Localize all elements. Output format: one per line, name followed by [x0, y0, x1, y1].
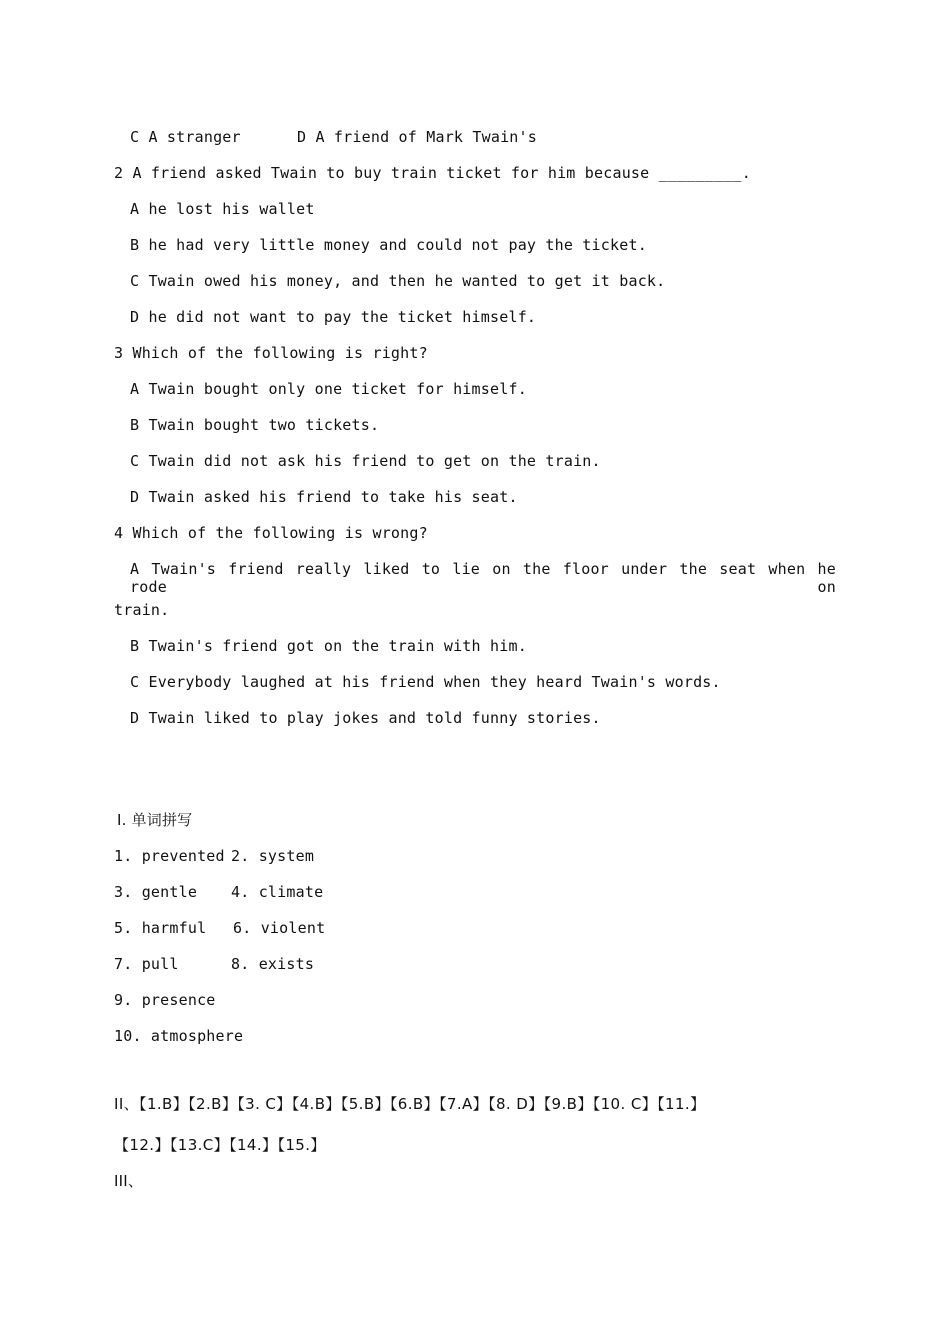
- q2-option-d: D he did not want to pay the ticket himself.: [130, 308, 537, 326]
- q4-option-c: C Everybody laughed at his friend when they heard Twain's words.: [130, 673, 721, 691]
- word-answer-right: 2. system: [231, 847, 315, 865]
- q2-option-a: A he lost his wallet: [130, 200, 315, 218]
- section2-answers-line2: 【12.】【13.C】【14.】【15.】: [114, 1136, 326, 1154]
- q4-stem: 4 Which of the following is wrong?: [114, 524, 428, 542]
- q2-option-c: C Twain owed his money, and then he wanted to get it back.: [130, 272, 666, 290]
- word-answer-left: 9. presence: [114, 991, 216, 1009]
- word-answer-right: 6. violent: [233, 919, 326, 937]
- q3-option-d: D Twain asked his friend to take his seat.: [130, 488, 518, 506]
- q2-option-b: B he had very little money and could not pay the ticket.: [130, 236, 647, 254]
- q3-option-c: C Twain did not ask his friend to get on the train.: [130, 452, 601, 470]
- q4-option-d: D Twain liked to play jokes and told funny stories.: [130, 709, 601, 727]
- word-answer-right: 8. exists: [231, 955, 315, 973]
- q4-option-a-line2: train.: [114, 601, 170, 619]
- word-answer-left: 10. atmosphere: [114, 1027, 244, 1045]
- q4-option-a-line1: A Twain's friend really liked to lie on the floor under the seat when he rode on: [130, 560, 836, 596]
- word-answer-left: 7. pull: [114, 955, 179, 973]
- q4-option-b: B Twain's friend got on the train with him.: [130, 637, 527, 655]
- q1-option-c: C A stranger: [130, 128, 241, 146]
- word-answer-right: 4. climate: [231, 883, 324, 901]
- q3-option-a: A Twain bought only one ticket for himself.: [130, 380, 527, 398]
- section1-title: Ⅰ. 单词拼写: [117, 811, 193, 829]
- word-answer-left: 1. prevented: [114, 847, 225, 865]
- q3-stem: 3 Which of the following is right?: [114, 344, 428, 362]
- q1-option-d: D A friend of Mark Twain's: [297, 128, 537, 146]
- section2-answers-line1: II、【1.B】【2.B】【3. C】【4.B】【5.B】【6.B】【7.A】【8. D】【9.B】【10. C】【11.】: [114, 1095, 706, 1113]
- q2-stem: 2 A friend asked Twain to buy train ticket for him because _________.: [114, 164, 751, 182]
- word-answer-left: 3. gentle: [114, 883, 198, 901]
- section3-title: III、: [114, 1172, 144, 1190]
- word-answer-left: 5. harmful: [114, 919, 207, 937]
- q3-option-b: B Twain bought two tickets.: [130, 416, 380, 434]
